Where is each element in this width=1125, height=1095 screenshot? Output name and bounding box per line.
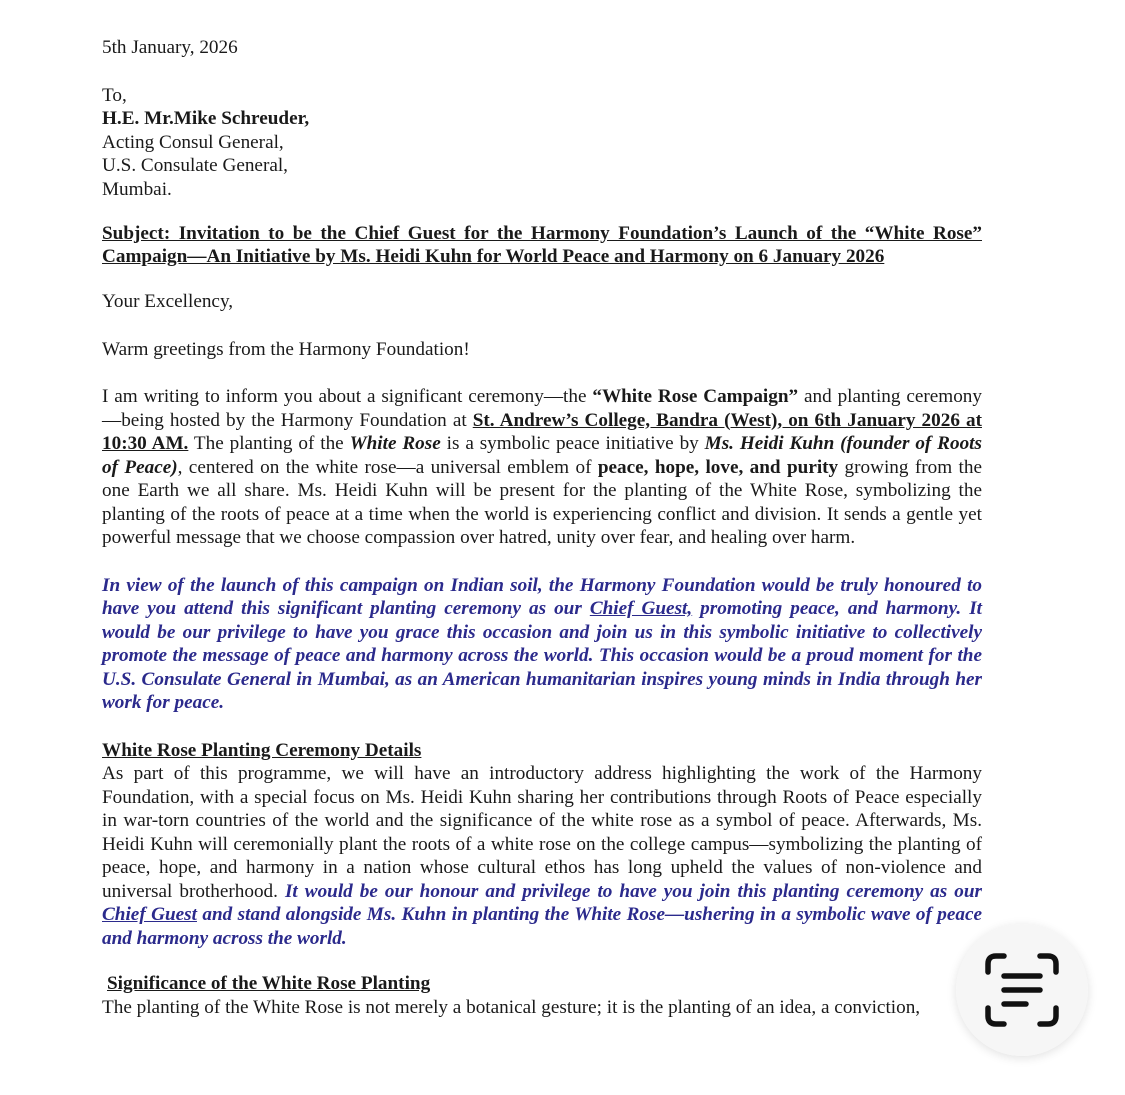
salutation: Your Excellency,: [102, 291, 234, 312]
recipient-org: U.S. Consulate General,: [102, 155, 288, 176]
chief-guest-link: Chief Guest,: [589, 598, 693, 619]
recipient-title: Acting Consul General,: [102, 131, 284, 153]
intro-text-2: and planting ceremony—being hosted by the Harmony Foundation at: [102, 386, 982, 431]
details-text-2: It would be our honour and privilege to have you join this planting ceremony as our: [284, 880, 982, 902]
subject-line: Subject: Invitation to be the Chief Guest for the Harmony Foundation’s Launch of the “White Rose” Campaign—An Initiative by Ms. Heidi Kuhn for World Peace and Harmony on 6 January 2026: [102, 223, 982, 267]
details-heading: White Rose Planting Ceremony Details: [102, 739, 422, 761]
intro-text-4: is a symbolic peace initiative by: [440, 433, 705, 454]
letter-date: 5th January, 2026: [102, 37, 238, 58]
intro-paragraph: [102, 385, 982, 550]
recipient-city: Mumbai.: [102, 178, 172, 200]
letter-page: [102, 36, 982, 1019]
intro-text-6: growing from the one Earth we all share. Ms. Heidi Kuhn will be present for the planting of the White Rose, symbolizing the planting of the roots of peace at a time when the world is experiencing conflict and division. It sends a gentle yet powerful message that we choose compassion over hatred, unity over fear, and healing over harm.: [102, 456, 982, 548]
recipient-name: H.E. Mr.Mike Schreuder,: [102, 108, 310, 129]
campaign-name: “White Rose Campaign”: [592, 386, 799, 407]
significance-heading: Significance of the White Rose Planting: [107, 973, 431, 994]
details-text-3: and stand alongside Ms. Kuhn in planting the White Rose—ushering in a symbolic wave of peace and harmony across the world.: [102, 904, 982, 949]
live-text-scan-icon: [982, 950, 1062, 1030]
founder-name: Ms. Heidi Kuhn (founder of Roots of Peace): [102, 433, 982, 478]
details-paragraph: [102, 762, 982, 950]
live-text-button[interactable]: [956, 924, 1088, 1056]
details-chief-guest: Chief Guest: [102, 904, 197, 925]
details-text-1: As part of this programme, we will have an introductory address highlighting the work of the Harmony Foundation, with a special focus on Ms. Heidi Kuhn sharing her contributions through Roots of Peace especially in war-torn countries of the world and the significance of the white rose as a symbol of peace. Afterwards, Ms. Heidi Kuhn will ceremonially plant the roots of a white rose on the college campus—symbolizing the planting of peace, hope, and harmony in a nation whose cultural ethos has long upheld the values of non-violence and universal brotherhood.: [102, 763, 982, 902]
values-emphasis: peace, hope, love, and purity: [597, 456, 839, 478]
significance-paragraph: The planting of the White Rose is not merely a botanical gesture; it is the planting of an idea, a conviction,: [102, 996, 921, 1018]
invitation-text-2: promoting peace, and harmony. It would be our privilege to have you grace this occasion and join us in this symbolic initiative to collectively promote the message of peace and harmony across the world. This occasion would be a proud moment for the U.S. Consulate General in Mumbai, as an American humanitarian inspires young minds in India through her work for peace.: [102, 598, 982, 713]
venue-datetime: St. Andrew’s College, Bandra (West), on 6th January 2026 at 10:30 AM.: [102, 409, 982, 454]
white-rose-emphasis: White Rose: [349, 433, 441, 454]
greeting: Warm greetings from the Harmony Foundation!: [102, 338, 470, 360]
intro-text-1: I am writing to inform you about a significant ceremony—the: [102, 386, 593, 407]
recipient-address: [102, 84, 982, 202]
intro-text-3: The planting of the: [188, 433, 350, 454]
invitation-paragraph: [102, 574, 982, 715]
invitation-text-1: In view of the launch of this campaign on Indian soil, the Harmony Foundation would be truly honoured to have you attend this significant planting ceremony as our: [102, 574, 982, 619]
to-line: To,: [102, 84, 127, 106]
intro-text-5: , centered on the white rose—a universal emblem of: [177, 456, 598, 478]
